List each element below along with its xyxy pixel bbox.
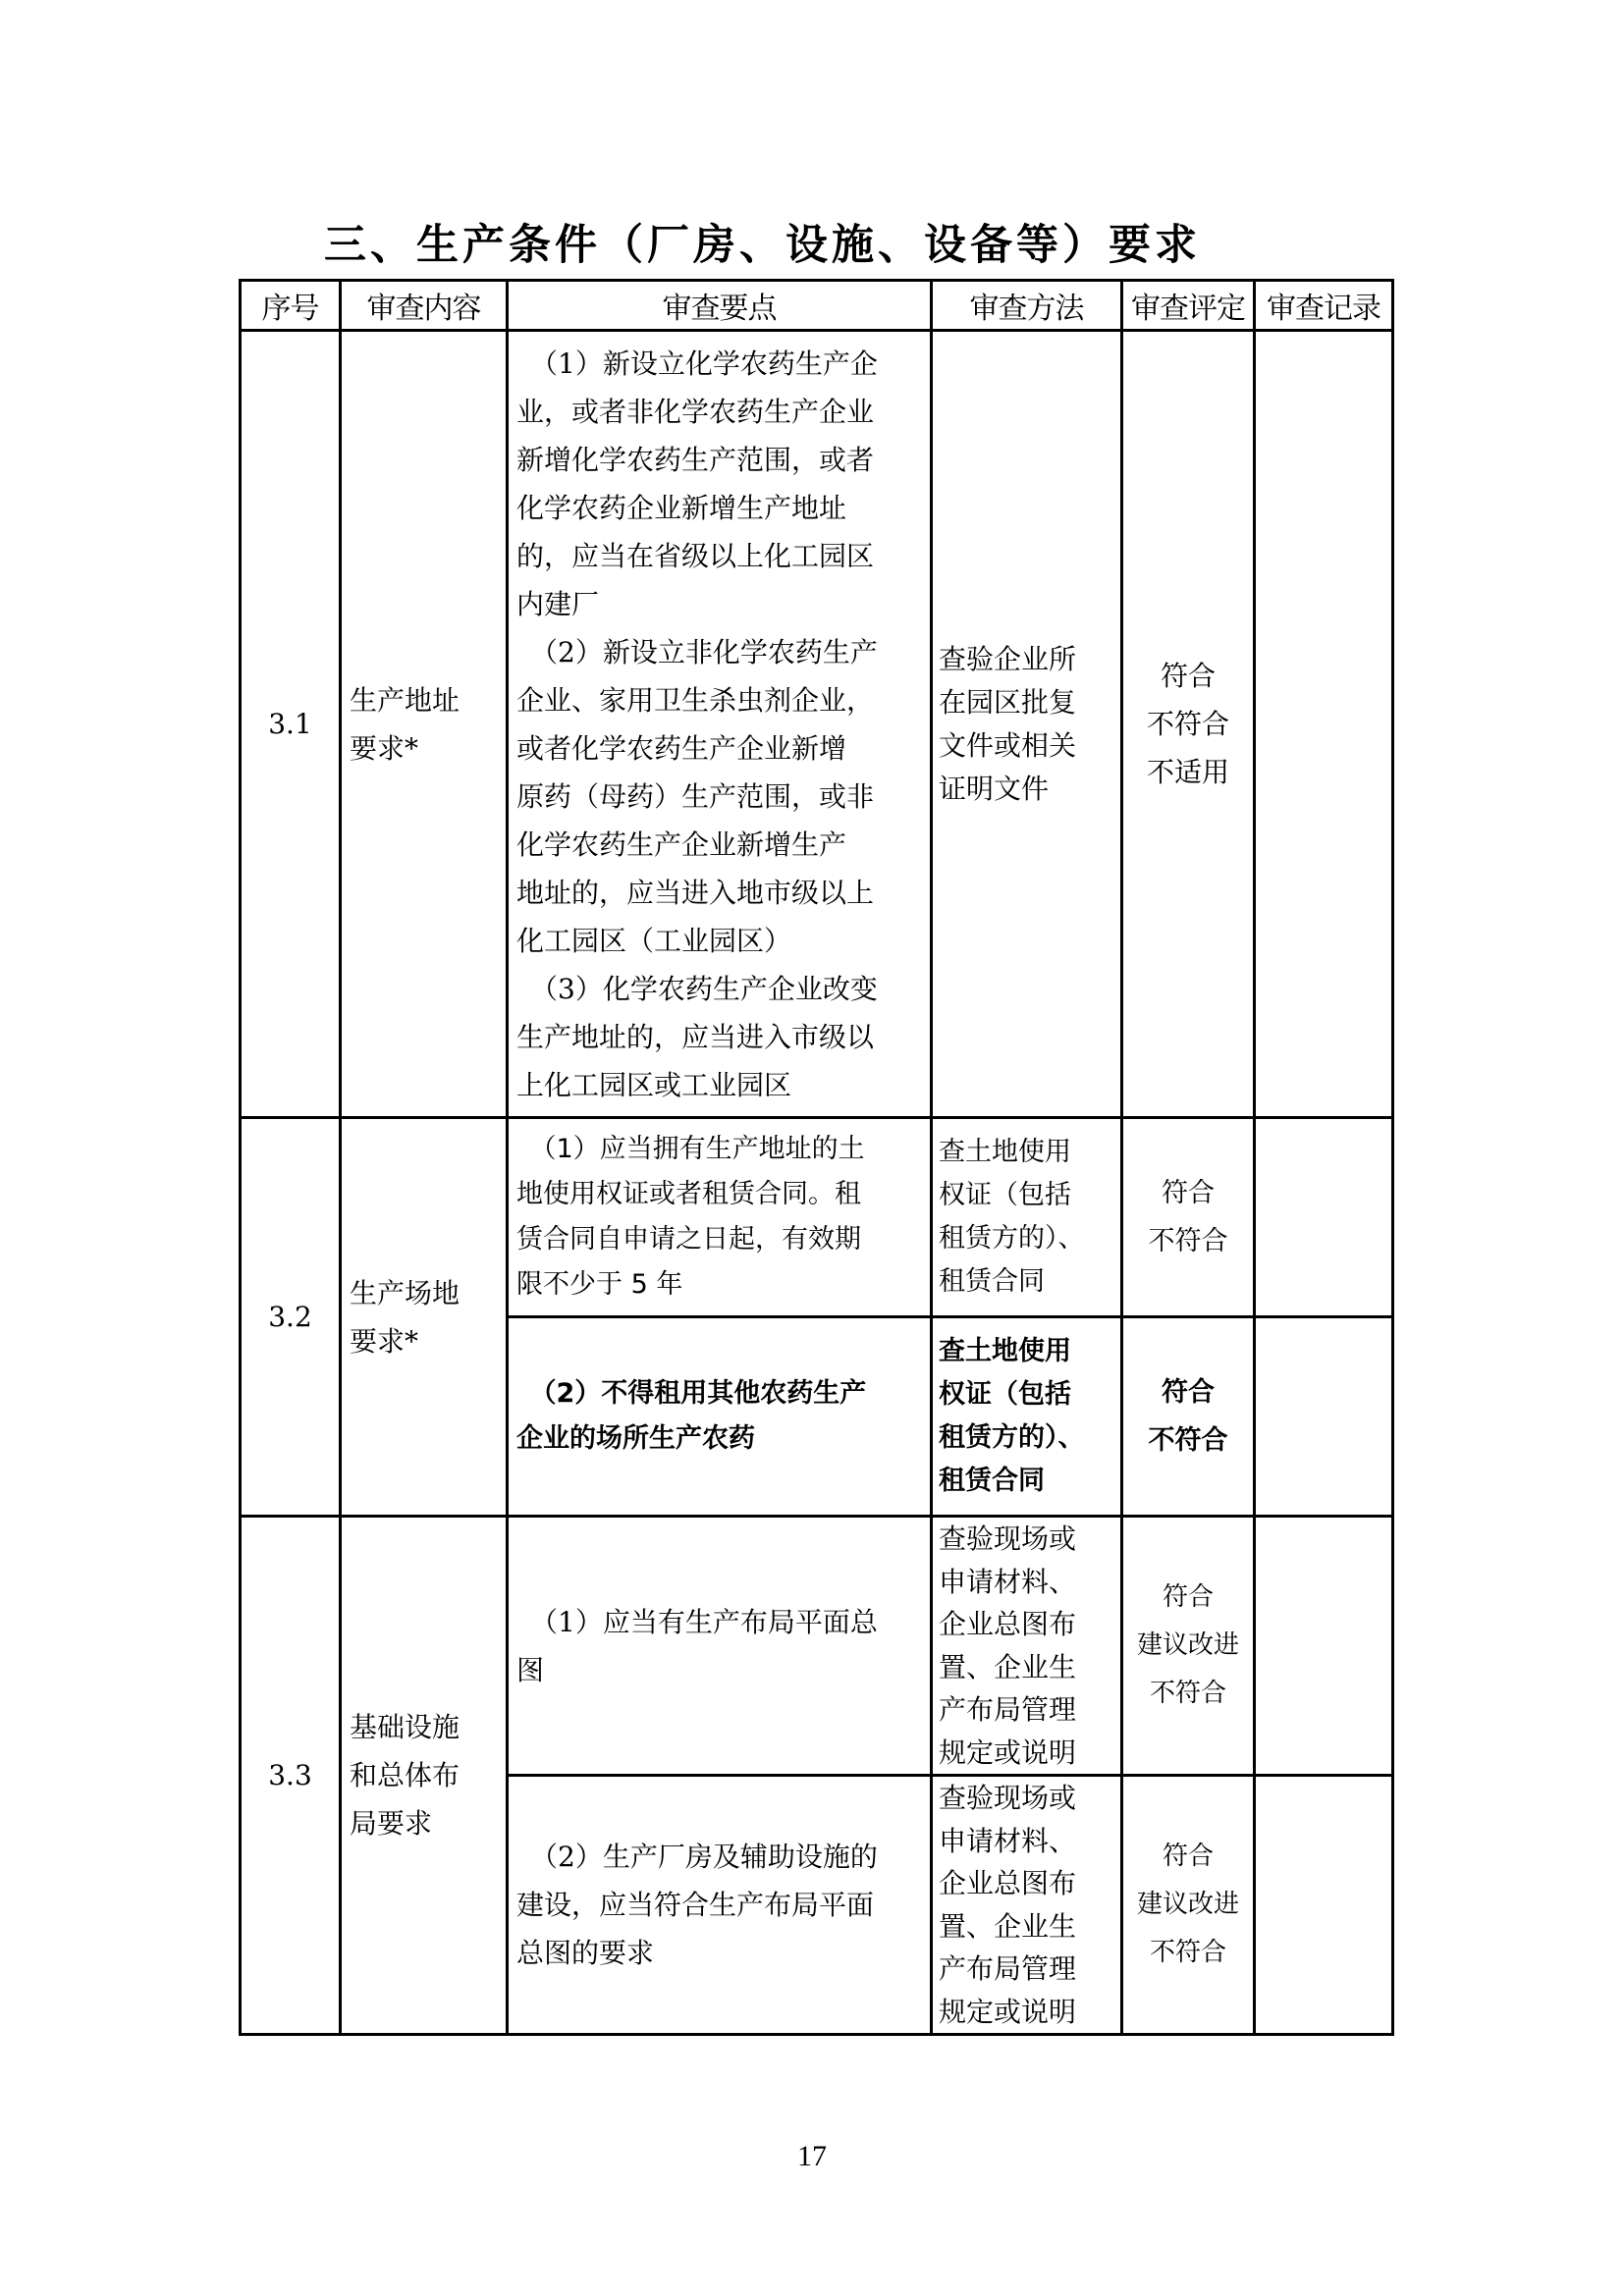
assessment-option: 符合 [1162, 1377, 1215, 1408]
method-line: 租赁合同 [939, 1466, 1045, 1496]
row-number: 3.1 [241, 331, 341, 1118]
header-review-points: 审查要点 [508, 281, 932, 331]
method-line: 置、企业生 [939, 1650, 1077, 1683]
method-line: 权证（包括 [939, 1379, 1071, 1410]
review-record-cell[interactable] [1255, 331, 1393, 1118]
item-line: 局要求 [350, 1807, 433, 1840]
table-row [241, 1517, 1393, 1776]
assessment-option: 建议改进 [1136, 1630, 1239, 1660]
point-line: 限不少于 5 年 [516, 1269, 683, 1300]
method-line: 查验现场或 [939, 1782, 1077, 1814]
method-line: 权证（包括 [939, 1180, 1071, 1210]
assessment-option: 建议改进 [1136, 1890, 1239, 1919]
point-line: 生产地址的，应当进入市级以 [516, 1020, 875, 1053]
point-paragraph [516, 965, 924, 1109]
method-line: 查土地使用 [939, 1336, 1071, 1366]
row-number: 3.2 [241, 1118, 341, 1517]
page-number: 17 [797, 2140, 827, 2172]
point-paragraph [516, 1833, 924, 1977]
review-assessment [1122, 1118, 1255, 1317]
row-item [341, 1517, 508, 2035]
point-line: 企业、家用卫生杀虫剂企业， [516, 683, 875, 717]
item-line: 基础设施 [350, 1711, 460, 1743]
method-line: 企业总图布 [939, 1608, 1077, 1640]
item-line: 生产场地 [350, 1276, 460, 1309]
point-line: （2）新设立非化学农药生产 [530, 635, 878, 668]
point-paragraph [516, 340, 924, 628]
review-points [508, 1118, 932, 1317]
review-assessment [1122, 1776, 1255, 2035]
assessment-option: 符合 [1162, 1178, 1215, 1208]
review-assessment [1122, 1517, 1255, 1776]
point-line: （3）化学农药生产企业改变 [530, 972, 878, 1005]
point-line: （1）应当拥有生产地址的土 [529, 1134, 865, 1164]
method-line: 产布局管理 [939, 1952, 1077, 1985]
item-line: 要求* [350, 1324, 419, 1358]
table-row [241, 331, 1393, 1118]
point-line: 化学农药企业新增生产地址 [516, 491, 847, 524]
item-line: 生产地址 [350, 683, 460, 717]
row-number: 3.3 [241, 1517, 341, 2035]
assessment-option: 不符合 [1148, 1425, 1228, 1456]
method-line: 查验现场或 [939, 1522, 1077, 1555]
assessment-option: 符合 [1160, 660, 1216, 692]
row-item [341, 1118, 508, 1517]
method-line: 申请材料、 [939, 1824, 1077, 1857]
point-line: 图 [516, 1653, 545, 1686]
point-line: 建设，应当符合生产布局平面 [516, 1889, 875, 1921]
point-line: 企业的场所生产农药 [516, 1423, 755, 1454]
review-assessment [1122, 1317, 1255, 1517]
review-method [932, 1776, 1122, 2035]
method-line: 查土地使用 [939, 1137, 1071, 1167]
review-points [508, 1317, 932, 1517]
assessment-option: 不适用 [1146, 756, 1229, 788]
point-line: 地址的，应当进入地市级以上 [516, 876, 875, 909]
review-record-cell[interactable] [1255, 1776, 1393, 2035]
point-line: 的，应当在省级以上化工园区 [516, 539, 875, 572]
point-line: 新增化学农药生产范围，或者 [516, 443, 875, 476]
review-record-cell[interactable] [1255, 1517, 1393, 1776]
method-line: 租赁合同 [939, 1266, 1045, 1297]
point-line: 原药（母药）生产范围，或非 [516, 779, 875, 813]
assessment-option: 不符合 [1146, 708, 1229, 740]
method-line: 租赁方的）、 [939, 1223, 1085, 1254]
point-line: 或者化学农药生产企业新增 [516, 731, 847, 765]
method-line: 申请材料、 [939, 1565, 1077, 1598]
method-line: 租赁方的）、 [939, 1422, 1085, 1453]
header-review-content: 审查内容 [341, 281, 508, 331]
table-header-row [241, 281, 1393, 331]
point-line: 赁合同自申请之日起，有效期 [516, 1224, 861, 1255]
method-line: 文件或相关 [939, 728, 1077, 762]
method-line: 规定或说明 [939, 1995, 1077, 2028]
table-row [241, 1118, 1393, 1317]
review-points [508, 331, 932, 1118]
point-line: 化学农药生产企业新增生产 [516, 828, 847, 861]
method-line: 规定或说明 [939, 1735, 1077, 1769]
assessment-option: 不符合 [1149, 1938, 1226, 1967]
assessment-option: 不符合 [1148, 1226, 1228, 1256]
point-paragraph [516, 628, 924, 965]
review-assessment [1122, 331, 1255, 1118]
review-method [932, 331, 1122, 1118]
method-line: 企业总图布 [939, 1867, 1077, 1899]
header-review-assessment: 审查评定 [1122, 281, 1255, 331]
point-paragraph [516, 1598, 924, 1694]
point-line: 业，或者非化学农药生产企业 [516, 395, 875, 428]
assessment-option: 不符合 [1149, 1679, 1226, 1708]
header-serial-number: 序号 [241, 281, 341, 331]
point-line: （2）生产厂房及辅助设施的 [530, 1841, 878, 1873]
item-line: 要求* [350, 731, 419, 765]
method-line: 查验企业所 [939, 642, 1077, 675]
point-line: （1）应当有生产布局平面总 [530, 1605, 878, 1638]
review-points [508, 1517, 932, 1776]
row-item [341, 331, 508, 1118]
point-line: 化工园区（工业园区） [516, 924, 792, 957]
assessment-option: 符合 [1162, 1582, 1214, 1612]
section-title: 三、生产条件（厂房、设施、设备等）要求 [324, 221, 1201, 270]
method-line: 证明文件 [939, 772, 1050, 805]
point-line: 内建厂 [516, 587, 600, 620]
point-line: 地使用权证或者租赁合同。租 [516, 1179, 861, 1209]
review-record-cell[interactable] [1255, 1317, 1393, 1517]
point-paragraph [516, 1127, 924, 1308]
point-line: （1）新设立化学农药生产企 [530, 347, 878, 380]
review-method [932, 1118, 1122, 1317]
review-method [932, 1517, 1122, 1776]
header-review-method: 审查方法 [932, 281, 1122, 331]
header-review-record: 审查记录 [1255, 281, 1393, 331]
point-paragraph [516, 1371, 924, 1462]
review-points [508, 1776, 932, 2035]
review-method [932, 1317, 1122, 1517]
review-record-cell[interactable] [1255, 1118, 1393, 1317]
assessment-option: 符合 [1162, 1842, 1214, 1871]
item-line: 和总体布 [350, 1759, 460, 1791]
point-line: 上化工园区或工业园区 [516, 1068, 792, 1101]
review-table [239, 279, 1394, 2036]
point-line: （2）不得租用其他农药生产 [529, 1378, 867, 1409]
point-line: 总图的要求 [516, 1937, 655, 1969]
method-line: 产布局管理 [939, 1693, 1077, 1726]
method-line: 在园区批复 [939, 685, 1077, 719]
method-line: 置、企业生 [939, 1909, 1077, 1943]
